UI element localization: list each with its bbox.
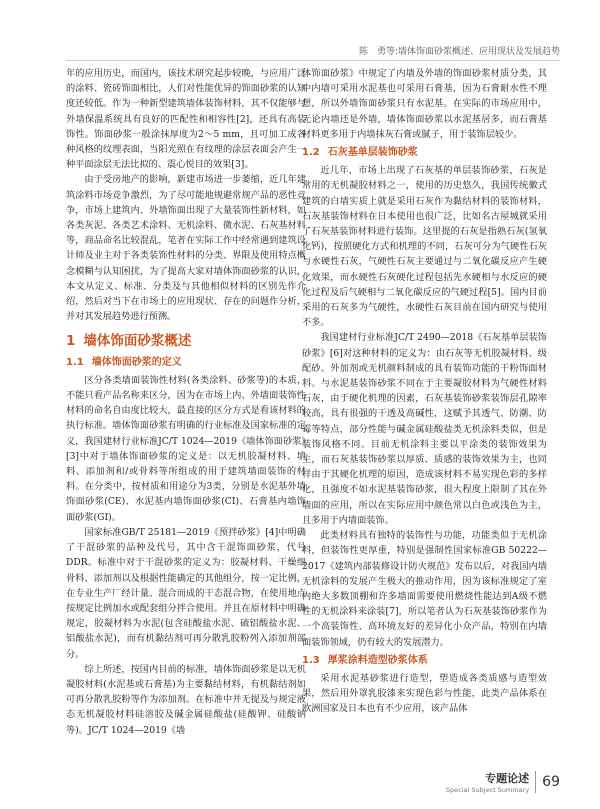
section-number: 1 [66,333,76,350]
section-title: 墙体饰面砂浆概述 [83,333,192,350]
left-column [66,66,306,738]
paragraph: 由于受房地产的影响，新建市场进一步萎缩，近几年建筑涂料市场竞争激烈，为了尽可能地规避常规产品的恶性竞争，市场上建筑内、外墙饰面出现了大量装饰性新材料，如各类灰泥、各类艺术涂料、无机涂料、微水泥、石灰基材料等，商品命名比较混乱，笔者在实际工作中经常遇到建筑设计师及业主对于各类装饰性材料的分类、界限及使用特点概念模糊与认知困扰，为了提高大家对墙体饰面砂浆的认识，本文从定义、标准、分类及与其他相似材料的区别先作介绍，然后对当下在市场上的应用现状、存在的问题作分析，并对其发展趋势进行预测。 [66,174,306,323]
footer-section [446,770,529,794]
paragraph: 体饰面砂浆》中规定了内墙及外墙的饰面砂浆材质分类，其中内墙可采用水泥基也可采用石膏基，因为石膏耐水性不理想，所以外墙饰面砂浆只有水泥基。在实际的市场应用中，无论内墙还是外墙，墙体饰面砂浆以水泥基居多，而石膏基材料更多用于内墙抹灰石膏或腻子，用于装饰层较少。 [302,68,547,140]
subsection-heading [302,653,547,668]
paragraph: 我国建材行业标准JC/T 2490—2018《石灰基单层装饰砂浆》[6]对这种材料的定义为：由石灰等无机胶凝材料、级配砂、外加剂或无机颜料制成的具有装饰功能的干粉饰面材料。与水泥基装饰砂浆不同在于主要凝胶材料为气硬性材料石灰，由于硬化机理的因素，石灰基装饰砂浆装饰层孔隙率较高，具有很强的干透及高碱性，这赋予其透气、防潮、防霉等特点，部分性能与碱金属硅酸盐类无机涂料类似，但是装饰风格不同。目前无机涂料主要以平涂类的装饰效果为主，而石灰基装饰砂浆以厚质、质感的装饰效果为主，也同样由于其硬化机理的原因，造成该材料不易实现色彩的多样化，且强度不如水泥基装饰砂浆，很大程度上限制了其在外墙面的应用，所以在实际应用中颜色常以白色或浅色为主，且多用于内墙面装饰。 [302,332,547,526]
subsection-number: 1.2 [302,147,320,159]
paragraph: 国家标准GB/T 25181—2019《预拌砂浆》[4]中明确了干混砂浆的品种及代号，其中含干混饰面砂浆，代号DDR。标准中对于干混砂浆的定义为：胶凝材料、干燥细骨料、添加剂以及根据性能确定的其他组分，按一定比例，在专业生产厂经计量、混合而成的干态混合物，在使用地点按规定比例加水或配套组分拌合使用。并且在原材料中明确规定，胶凝材料为水泥(包含硅酸盐水泥、硫铝酸盐水泥、铝酸盐水泥)，而有机黏结剂可再分散乳胶粉列入添加剂部分。 [66,526,306,660]
footer-section-title: 专题论述 [485,772,530,785]
paragraph: 年的应用历史，而国内，该技术研究起步较晚，与应用广泛的涂料、瓷砖饰面相比，人们对性能优异的饰面砂浆的认知度还较低。作为一种新型建筑墙体装饰材料，其不仅能够与外墙保温系统具有良好的匹配性和相容性[2]，还具有高装饰性。饰面砂浆一般涂抹厚度为2～5 mm，且可加工成各种风格的纹理表面，当阳光照在有纹理的涂层表面会产生一种平面涂层无法比拟的、震心悦目的效果[3]。 [66,68,306,171]
subsection-number: 1.3 [302,654,320,666]
paragraph: 区分各类墙面装饰性材料(各类涂料、砂浆等)的本质，不能只看产品名称来区分，因为在市场上内、外墙面装饰性材料的命名自由度比较大，最直接的区分方式是看该材料的执行标准。墙体饰面砂浆有明确的行业标准及国家标准的定义，我国建材行业标准JC/T 1024—2019《墙体饰面砂浆》[3]中对于墙体饰面砂浆的定义是：以无机胶凝材料、填料、添加剂和/或骨料等所组成的用于建筑墙面装饰的材料。在分类中，按材质和用途分为3类，分别是水泥基外墙饰面砂浆(CE)、水泥基内墙饰面砂浆(CI)、石膏基内墙饰面砂浆(GI)。 [66,374,306,523]
header-rule [66,60,560,61]
footer-section-subtitle: Special Subject Summary [445,786,530,794]
subsection-heading [302,145,547,160]
subsection-number: 1.1 [66,356,84,368]
paragraph: 此类材料具有独特的装饰性与功能，功能类似于无机涂料，但装饰性更厚重，特别是强制性国家标准GB 50222—2017《建筑内部装修设计防火规范》发布以后，对我国内墙无机涂料的发展产生极大的推动作用，因为该标准规定了室内绝大多数顶棚和许多墙面需要使用燃烧性能达到A级不燃性的无机涂料来涂装[7]，所以笔者认为石灰基装饰砂浆作为一个高装饰性、高环境友好的差异化小众产品，特别在内墙面装饰领域，仍有较大的发展潜力。 [302,530,547,648]
subsection-title: 墙体饰面砂浆的定义 [91,356,182,368]
subsection-heading [66,355,306,370]
paragraph: 综上所述，按国内目前的标准，墙体饰面砂浆是以无机凝胶材料(水泥基或石膏基)为主要黏结材料，有机黏结剂如可再分散乳胶粉等作为添加剂。在标准中并无提及与规定液态无机凝胶材料硅溶胶及碱金属硅酸盐(硅酸钾、硅酸钠等)。JC/T 1024—2019《墙 [66,663,306,736]
page-footer [446,770,560,794]
subsection-title: 石灰基单层装饰砂浆 [327,147,418,159]
paragraph: 采用水泥基砂浆进行造型，塑造成各类质感与造型效果，然后用外罩乳胶漆来实现色彩与性能，此类产品体系在欧洲国家及日本也有不少应用，该产品体 [302,672,547,715]
paragraph: 近几年，市场上出现了石灰基的单层装饰砂浆，石灰是常用的无机凝胶材料之一，使用的历史悠久，我国传统徽式建筑的白墙实质上就是采用石灰作为黏结材料的装饰材料，石灰基装饰材料在日本使用也很广泛，比如名古屋城就采用了石灰基装饰材料进行装饰。这里提的石灰是指熟石灰(氢氧化钙)，按照硬化方式和机理的不同，石灰可分为气硬性石灰与水硬性石灰，气硬性石灰主要通过与二氧化碳反应产生硬化效果，而水硬性石灰硬化过程包括先水硬相与水反应的硬化过程及后气硬相与二氧化碳反应的气硬过程[5]。国内目前采用的石灰多为气硬性，水硬性石灰目前在国内研究与使用不多。 [302,165,547,329]
footer-divider [535,771,536,793]
section-heading [66,334,306,349]
subsection-title: 厚浆涂料造型砂浆体系 [327,654,428,666]
running-head: 陈 勇等:墙体饰面砂浆概述、应用现状及发展趋势 [358,47,560,57]
page-number: 69 [542,774,560,790]
right-column [302,66,547,717]
